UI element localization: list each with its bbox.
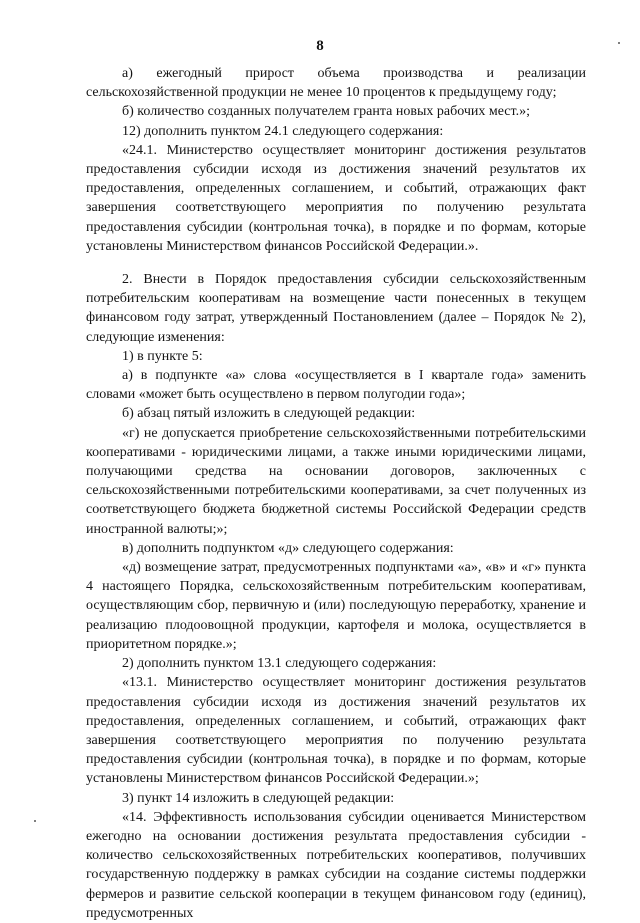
paragraph-subitem-a-growth: а) ежегодный прирост объема производства и реализации сельскохозяйственной продукции не менее 10 процентов к предыдущему году; <box>86 66 586 101</box>
paragraph-section-2: 2. Внести в Порядок предоставления субсидии сельскохозяйственным потребительским кооперативам на возмещение части понесенных в текущем финансовом году затрат, утвержденный Постановлением (далее – Порядок № 2), следующие изменения: <box>86 272 586 345</box>
document-body <box>86 64 586 923</box>
paragraph-clause-13-1: «13.1. Министерство осуществляет мониторинг достижения результатов предоставления субсидии исходя из достижения значений результатов их предоставления, определенных соглашением, и событий, отражающих факт завершения соответствующего мероприятия по получению результата предоставления субсидии (контрольная точка), в порядке и по формам, которые установлены Министерством финансов Российской Федерации.»; <box>86 675 586 787</box>
paragraph-clause-24-1: «24.1. Министерство осуществляет мониторинг достижения результатов предоставления субсидии исходя из достижения значений результатов их предоставления, определенных соглашением, и событий, отражающих факт завершения соответствующего мероприятия по получению результата предоставления субсидии (контрольная точка), в порядке и по формам, которые установлены Министерством финансов Российской Федерации.». <box>86 142 586 254</box>
paragraph-clause-14: «14. Эффективность использования субсидии оценивается Министерством ежегодно на основании достижения результата предоставления субсидии - количество сельскохозяйственных потребительских кооперативов, получивших государственную поддержку в рамках субсидии на создание системы поддержки фермеров и развитие сельской кооперации в текущем финансовом году (единиц), предусмотренных <box>86 809 586 921</box>
paragraph-subitem-a-quarter: а) в подпункте «а» слова «осуществляется в I квартале года» заменить словами «может быть осуществлено в первом полугодии года»; <box>86 368 586 403</box>
paragraph-clause-g: «г) не допускается приобретение сельскохозяйственными потребительскими кооперативами - юридическими лицами, а также иными юридическими лицами, получающими средства на основании договоров, заключенных с сельскохозяйственными потребительскими кооперативами, за счет полученных из соответствующего бюджета бюджетной системы Российской Федерации средств иностранной валюты;»; <box>86 425 586 537</box>
paragraph-subitem-b-fifth: б) абзац пятый изложить в следующей редакции: <box>122 406 416 422</box>
paragraph-item-2: 2) дополнить пунктом 13.1 следующего содержания: <box>122 656 437 672</box>
scan-speck <box>618 42 620 44</box>
paragraph-item-12: 12) дополнить пунктом 24.1 следующего содержания: <box>122 123 444 139</box>
scan-speck <box>34 820 36 822</box>
paragraph-clause-d: «д) возмещение затрат, предусмотренных подпунктами «а», «в» и «г» пункта 4 настоящего Порядка, сельскохозяйственным потребительским кооперативам, осуществляющим сбор, первичную и (или) последующую переработку, хранение и реализацию плодоовощной продукции, картофеля и молока, осуществляется в приоритетном порядке.»; <box>86 560 586 652</box>
paragraph-item-1: 1) в пункте 5: <box>122 348 203 364</box>
paragraph-subitem-b-jobs: б) количество созданных получателем гранта новых рабочих мест.»; <box>122 104 530 120</box>
page-number: 8 <box>316 38 324 54</box>
paragraph-item-3: 3) пункт 14 изложить в следующей редакции: <box>122 790 395 806</box>
paragraph-subitem-v: в) дополнить подпунктом «д» следующего содержания: <box>122 540 454 556</box>
